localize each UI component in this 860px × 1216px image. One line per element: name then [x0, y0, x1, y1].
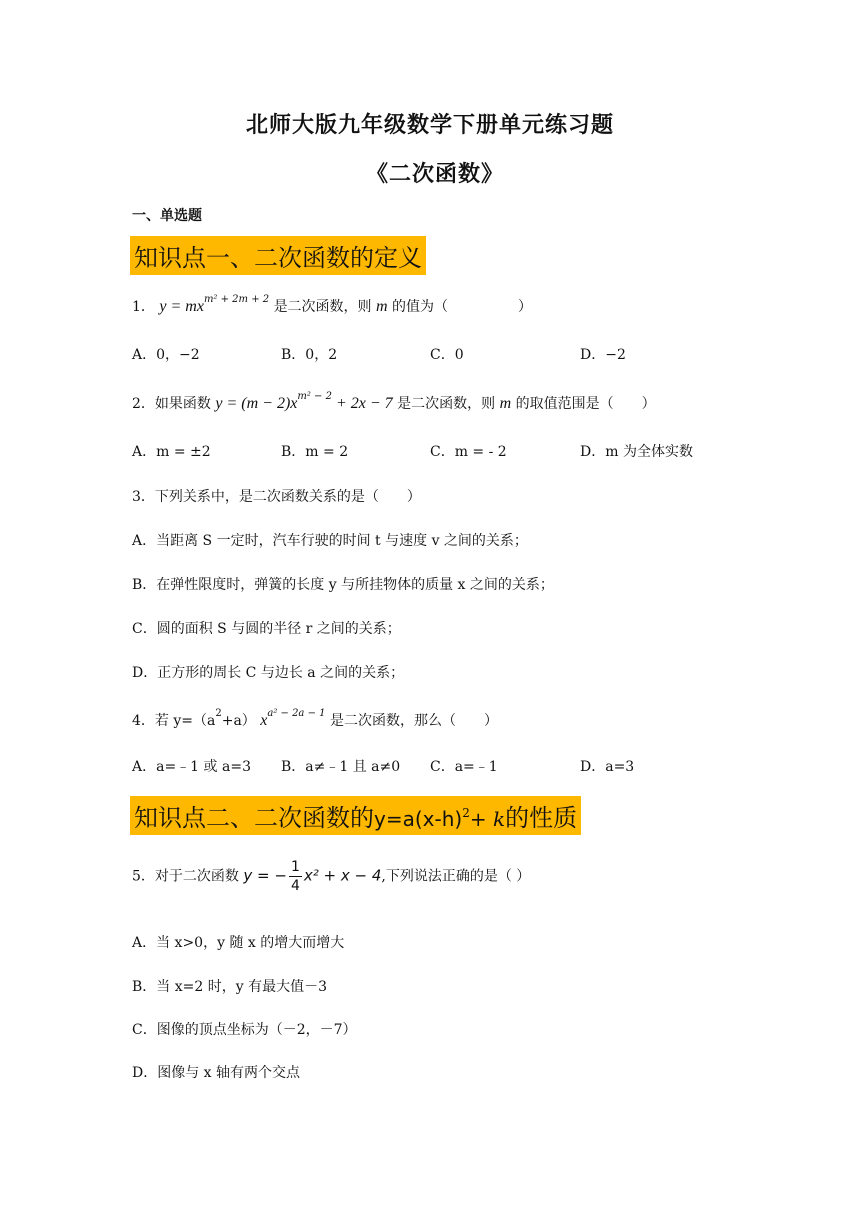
question-2-option-d: D．m 为全体实数 — [580, 444, 693, 460]
question-2-option-a: A．m = ±2 — [132, 444, 211, 460]
question-2-number: 2．如果函数 — [132, 396, 211, 412]
question-1-variable: m — [376, 298, 388, 315]
question-5-stem: 5．对于二次函数 — [132, 868, 239, 885]
question-2-tail: 的取值范围是（ ） — [515, 396, 656, 412]
question-5 — [132, 858, 530, 895]
question-5-tail: ,下列说法正确的是（ ） — [381, 868, 531, 885]
question-2 — [132, 391, 656, 413]
question-4-tail: 是二次函数，那么（ ） — [329, 713, 498, 729]
question-1 — [132, 294, 532, 316]
question-4-stem-b: +a） — [221, 713, 256, 729]
knowledge-point-1-banner: 知识点一、二次函数的定义 — [130, 236, 426, 275]
question-1-option-a: A．0，−2 — [132, 347, 200, 363]
knowledge-point-2-banner — [130, 796, 581, 835]
question-1-number: 1． — [132, 299, 155, 315]
knowledge-point-2-prefix: 知识点二、二次函数的 — [134, 804, 374, 832]
section-heading: 一、单选题 — [132, 208, 202, 224]
question-5-fraction — [289, 858, 302, 895]
question-4-option-b: B．a≠﹣1 且 a≠0 — [281, 759, 401, 775]
question-1-tail: 的值为（ ） — [392, 299, 533, 315]
question-5-expression-a: y = − — [243, 866, 287, 885]
question-5-fraction-numerator: 1 — [290, 859, 300, 875]
document-title: 北师大版九年级数学下册单元练习题 — [246, 112, 615, 138]
question-4-option-a: A．a=﹣1 或 a=3 — [132, 759, 251, 775]
question-1-exponent: m² + 2m + 2 — [203, 294, 270, 305]
question-4-stem-a: 4．若 y=（a — [132, 713, 216, 729]
knowledge-point-2-plus: + — [469, 807, 493, 831]
knowledge-point-2-suffix: 的性质 — [505, 804, 578, 832]
question-2-expression: y = (m − 2)x — [215, 395, 298, 412]
question-4-option-c: C．a=﹣1 — [430, 759, 498, 775]
knowledge-point-2-formula: y=a(x-h) — [374, 807, 463, 831]
document-subtitle: 《二次函数》 — [366, 161, 505, 187]
question-4-exponent: a² − 2a − 1 — [267, 708, 326, 719]
question-4-square: 2 — [215, 708, 222, 719]
question-5-fraction-denominator: 4 — [290, 878, 300, 894]
question-2-option-c: C．m = - 2 — [430, 444, 507, 460]
question-2-expression-tail: + 2x − 7 — [331, 395, 393, 412]
question-1-option-d: D．−2 — [580, 347, 626, 363]
question-5-option-c: C．图像的顶点坐标为（－2，－7） — [132, 1022, 357, 1038]
question-4-x: x — [260, 712, 268, 729]
question-1-option-c: C．0 — [430, 347, 464, 363]
question-5-option-a: A．当 x>0，y 随 x 的增大而增大 — [132, 935, 345, 951]
question-5-option-b: B．当 x=2 时，y 有最大值－3 — [132, 979, 327, 995]
question-3-stem: 3．下列关系中，是二次函数关系的是（ ） — [132, 489, 421, 505]
question-3-option-b: B．在弹性限度时，弹簧的长度 y 与所挂物体的质量 x 之间的关系； — [132, 577, 554, 593]
question-2-text: 是二次函数，则 — [397, 396, 496, 412]
question-5-option-d: D．图像与 x 轴有两个交点 — [132, 1065, 301, 1081]
knowledge-point-2-sup: 2 — [462, 806, 470, 820]
question-5-expression-b: x² + x − 4 — [303, 866, 382, 885]
question-3-option-c: C．圆的面积 S 与圆的半径 r 之间的关系； — [132, 621, 401, 637]
question-3-option-a: A．当距离 S 一定时，汽车行驶的时间 t 与速度 v 之间的关系； — [132, 533, 528, 549]
question-2-exponent: m² − 2 — [297, 391, 332, 402]
knowledge-point-2-k: k — [492, 807, 506, 831]
question-1-expression: y = mx — [159, 298, 204, 315]
question-2-variable: m — [499, 395, 512, 412]
question-1-text: 是二次函数，则 — [273, 299, 372, 315]
question-3-option-d: D．正方形的周长 C 与边长 a 之间的关系； — [132, 665, 405, 681]
question-2-option-b: B．m = 2 — [281, 444, 349, 460]
question-4-option-d: D．a=3 — [580, 759, 635, 775]
question-4 — [132, 708, 498, 730]
question-1-option-b: B．0，2 — [281, 347, 338, 363]
